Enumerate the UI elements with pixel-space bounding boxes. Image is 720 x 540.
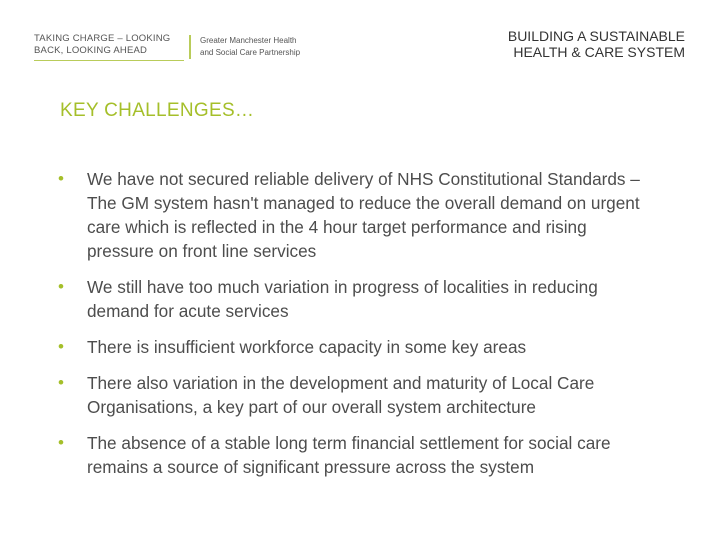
header-right-line-2: HEALTH & CARE SYSTEM: [513, 44, 685, 60]
bullet-dot-icon: •: [58, 373, 64, 392]
bullet-dot-icon: •: [58, 433, 64, 452]
bullet-item: [58, 335, 658, 359]
header-left-line-2: BACK, LOOKING AHEAD: [34, 45, 148, 56]
header-mid-line-2: and Social Care Partnership: [200, 48, 301, 57]
bullet-list: [58, 167, 658, 491]
slide-title: KEY CHALLENGES…: [60, 100, 255, 121]
header-divider: [189, 35, 191, 59]
bullet-text: There also variation in the development and maturity of Local Care Organisations, a key part of our overall system architecture: [87, 373, 595, 417]
bullet-dot-icon: •: [58, 337, 64, 356]
bullet-item: [58, 431, 658, 479]
bullet-text: We still have too much variation in progress of localities in reducing demand for acute services: [87, 277, 598, 321]
bullet-dot-icon: •: [58, 277, 64, 296]
bullet-text: The absence of a stable long term financial settlement for social care remains a source of significant pressure across the system: [87, 433, 611, 477]
bullet-dot-icon: •: [58, 169, 64, 188]
bullet-text: We have not secured reliable delivery of NHS Constitutional Standards – The GM system hasn't managed to reduce the overall demand on urgent care which is reflected in the 4 hour target performance and rising pressure on front line services: [87, 169, 640, 261]
header-organisation: [200, 35, 340, 59]
header-section-title: [425, 28, 685, 60]
bullet-item: [58, 167, 658, 263]
bullet-item: [58, 371, 658, 419]
bullet-text: There is insufficient workforce capacity in some key areas: [87, 337, 527, 357]
header-right-line-1: BUILDING A SUSTAINABLE: [507, 28, 685, 44]
header-programme-title: [34, 33, 184, 61]
header-left-line-1: TAKING CHARGE – LOOKING: [34, 33, 171, 44]
header-mid-line-1: Greater Manchester Health: [200, 36, 297, 45]
bullet-item: [58, 275, 658, 323]
